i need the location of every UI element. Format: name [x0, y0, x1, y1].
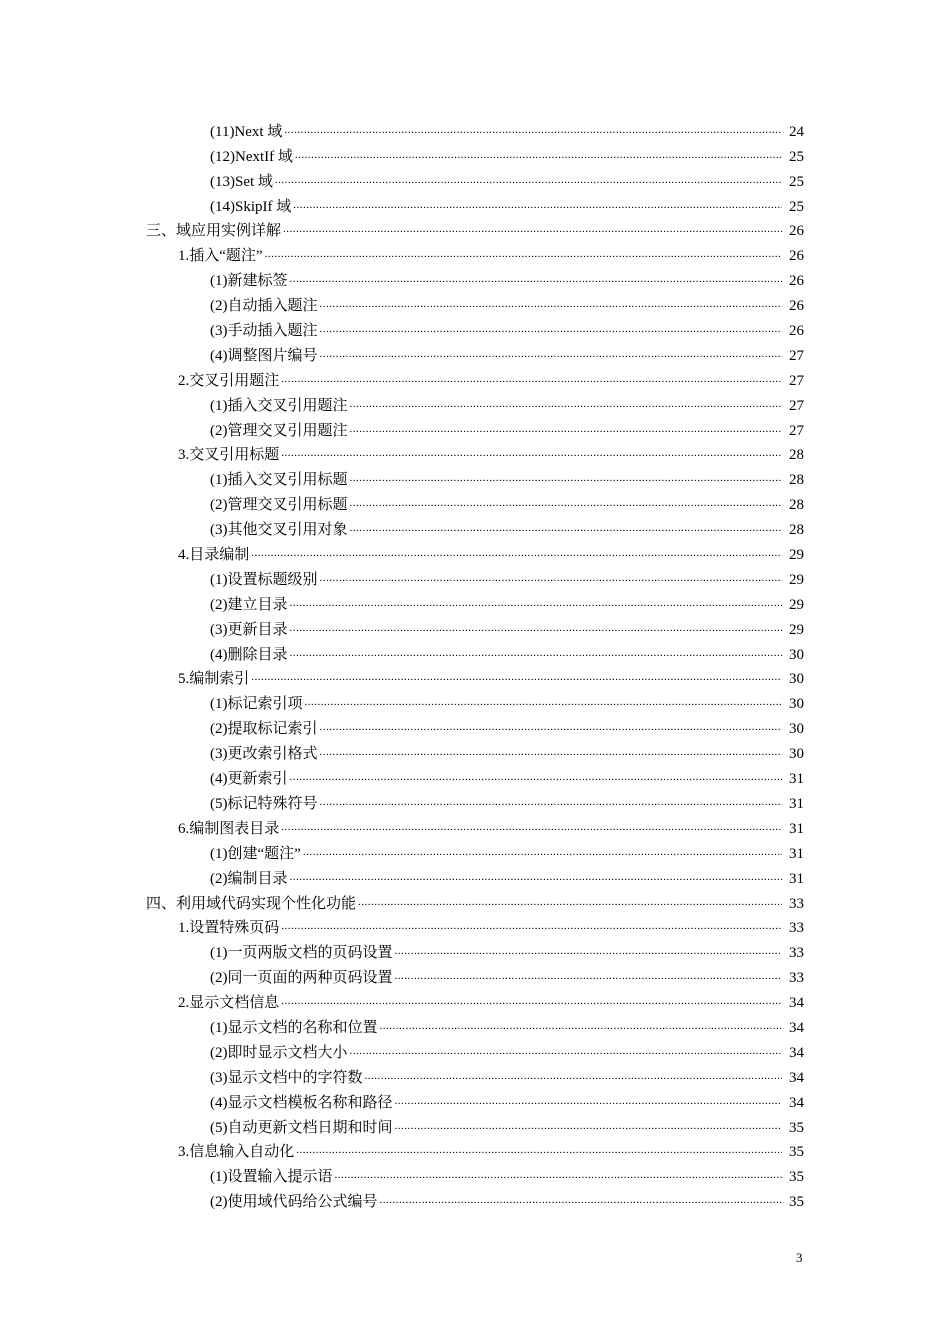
toc-leader-dots	[251, 544, 782, 562]
toc-leader-dots	[296, 1141, 782, 1159]
toc-entry[interactable]	[0, 1062, 804, 1087]
toc-entry[interactable]	[0, 340, 804, 365]
toc-leader-dots	[305, 693, 783, 711]
toc-entry-page: 27	[789, 347, 804, 364]
toc-entry-title: (2)使用域代码给公式编号	[210, 1194, 378, 1211]
toc-entry-title: (3)显示文档中的字符数	[210, 1069, 363, 1086]
toc-entry-title: (2)建立目录	[210, 596, 288, 613]
toc-leader-dots	[320, 743, 783, 761]
toc-entry-title: (2)提取标记索引	[210, 721, 318, 738]
toc-leader-dots	[320, 345, 783, 363]
toc-entry-title: (1)插入交叉引用题注	[210, 397, 348, 414]
toc-leader-dots	[293, 196, 782, 214]
toc-leader-dots	[290, 644, 783, 662]
toc-entry-page: 24	[789, 123, 804, 140]
toc-entry-page: 26	[789, 223, 804, 240]
toc-leader-dots	[275, 171, 782, 189]
toc-leader-dots	[284, 121, 782, 139]
toc-entry-page: 26	[789, 323, 804, 340]
toc-entry[interactable]	[0, 315, 804, 340]
toc-entry-title: 2.交叉引用题注	[178, 372, 280, 389]
toc-entry-title: 四、利用域代码实现个性化功能	[146, 895, 357, 912]
toc-entry-page: 29	[789, 596, 804, 613]
toc-entry-title: (3)更改索引格式	[210, 746, 318, 763]
toc-leader-dots	[281, 444, 782, 462]
toc-leader-dots	[350, 469, 783, 487]
toc-entry-title: 4.目录编制	[178, 547, 250, 564]
toc-entry[interactable]	[0, 1186, 804, 1211]
toc-entry-page: 28	[789, 497, 804, 514]
toc-entry-page: 25	[789, 173, 804, 190]
toc-entry-page: 34	[789, 1044, 804, 1061]
toc-entry-title: (1)标记索引项	[210, 696, 303, 713]
toc-entry-title: (2)即时显示文档大小	[210, 1044, 348, 1061]
toc-entry-page: 27	[789, 372, 804, 389]
toc-entry-page: 28	[789, 447, 804, 464]
toc-entry[interactable]	[0, 763, 804, 788]
toc-leader-dots	[350, 395, 783, 413]
toc-entry-title: (11)Next 域	[210, 123, 283, 140]
toc-leader-dots	[350, 494, 783, 512]
toc-leader-dots	[251, 668, 782, 686]
toc-leader-dots	[395, 942, 783, 960]
toc-entry-page: 35	[789, 1194, 804, 1211]
toc-entry-page: 35	[789, 1169, 804, 1186]
toc-leader-dots	[335, 1166, 783, 1184]
toc-entry-page: 30	[789, 671, 804, 688]
toc-entry[interactable]	[0, 166, 804, 191]
toc-entry-page: 31	[789, 870, 804, 887]
toc-entry-page: 30	[789, 646, 804, 663]
toc-leader-dots	[320, 718, 783, 736]
toc-entry-page: 29	[789, 547, 804, 564]
toc-leader-dots	[290, 594, 783, 612]
toc-entry-page: 28	[789, 472, 804, 489]
toc-leader-dots	[395, 1117, 783, 1135]
toc-entry-page: 31	[789, 845, 804, 862]
toc-leader-dots	[395, 1092, 783, 1110]
toc-leader-dots	[350, 519, 783, 537]
toc-entry-title: 6.编制图表目录	[178, 820, 280, 837]
toc-leader-dots	[365, 1067, 783, 1085]
toc-entry[interactable]	[0, 514, 804, 539]
toc-entry-title: (2)管理交叉引用标题	[210, 497, 348, 514]
toc-entry-title: 5.编制索引	[178, 671, 250, 688]
toc-entry-title: 1.设置特殊页码	[178, 920, 280, 937]
toc-leader-dots	[350, 1042, 783, 1060]
toc-entry[interactable]	[0, 937, 804, 962]
toc-entry[interactable]	[0, 1137, 804, 1162]
toc-entry[interactable]	[0, 290, 804, 315]
toc-entry[interactable]	[0, 589, 804, 614]
toc-leader-dots	[320, 569, 783, 587]
toc-entry-title: (2)自动插入题注	[210, 298, 318, 315]
toc-leader-dots	[380, 1017, 783, 1035]
toc-entry-page: 30	[789, 696, 804, 713]
toc-entry-title: (1)一页两版文档的页码设置	[210, 945, 393, 962]
toc-entry[interactable]	[0, 464, 804, 489]
toc-entry[interactable]	[0, 365, 804, 390]
toc-leader-dots	[290, 619, 783, 637]
toc-leader-dots	[283, 220, 782, 238]
toc-entry[interactable]	[0, 539, 804, 564]
toc-entry-title: (14)SkipIf 域	[210, 198, 292, 215]
toc-entry-title: 3.信息输入自动化	[178, 1144, 295, 1161]
toc-entry-title: (1)创建“题注”	[210, 845, 301, 862]
toc-entry[interactable]	[0, 1037, 804, 1062]
toc-entry-title: (2)管理交叉引用题注	[210, 422, 348, 439]
toc-entry-page: 35	[789, 1144, 804, 1161]
toc-leader-dots	[303, 843, 782, 861]
toc-entry-page: 26	[789, 273, 804, 290]
toc-leader-dots	[320, 320, 783, 338]
toc-entry[interactable]	[0, 564, 804, 589]
toc-entry[interactable]	[0, 788, 804, 813]
toc-entry-title: (13)Set 域	[210, 173, 273, 190]
toc-entry-page: 26	[789, 248, 804, 265]
toc-entry-title: (1)新建标签	[210, 273, 288, 290]
toc-entry[interactable]	[0, 1161, 804, 1186]
toc-entry[interactable]	[0, 813, 804, 838]
toc-entry-title: (2)同一页面的两种页码设置	[210, 970, 393, 987]
toc-entry[interactable]	[0, 390, 804, 415]
toc-entry-page: 34	[789, 995, 804, 1012]
toc-entry[interactable]	[0, 688, 804, 713]
toc-entry[interactable]	[0, 838, 804, 863]
toc-leader-dots	[281, 818, 782, 836]
toc-entry[interactable]	[0, 863, 804, 888]
toc-entry[interactable]	[0, 913, 804, 938]
toc-entry[interactable]	[0, 1112, 804, 1137]
toc-entry-page: 27	[789, 397, 804, 414]
toc-entry-page: 25	[789, 198, 804, 215]
toc-entry-title: (1)显示文档的名称和位置	[210, 1019, 378, 1036]
toc-entry-page: 29	[789, 571, 804, 588]
toc-entry[interactable]	[0, 489, 804, 514]
toc-entry-title: (1)设置输入提示语	[210, 1169, 333, 1186]
toc-entry-title: (4)显示文档模板名称和路径	[210, 1094, 393, 1111]
toc-entry[interactable]	[0, 738, 804, 763]
toc-entry-title: (3)更新目录	[210, 621, 288, 638]
toc-entry[interactable]	[0, 191, 804, 216]
page-number: 3	[796, 1250, 803, 1265]
toc-entry-title: (2)编制目录	[210, 870, 288, 887]
toc-entry[interactable]	[0, 639, 804, 664]
toc-entry[interactable]	[0, 240, 804, 265]
toc-entry[interactable]	[0, 987, 804, 1012]
toc-entry-page: 28	[789, 522, 804, 539]
toc-entry[interactable]	[0, 216, 804, 241]
toc-entry-title: (4)调整图片编号	[210, 347, 318, 364]
toc-leader-dots	[350, 420, 783, 438]
toc-entry-title: 3.交叉引用标题	[178, 447, 280, 464]
toc-entry[interactable]	[0, 440, 804, 465]
toc-entry-page: 25	[789, 148, 804, 165]
toc-entry-page: 33	[789, 945, 804, 962]
toc-leader-dots	[320, 793, 783, 811]
toc-entry-title: 三、域应用实例详解	[146, 223, 282, 240]
toc-entry[interactable]	[0, 1012, 804, 1037]
table-of-contents	[0, 116, 950, 1211]
toc-entry-page: 30	[789, 746, 804, 763]
toc-entry-title: (5)标记特殊符号	[210, 795, 318, 812]
toc-entry-title: (1)设置标题级别	[210, 571, 318, 588]
toc-entry-title: (12)NextIf 域	[210, 148, 293, 165]
toc-leader-dots	[358, 893, 782, 911]
toc-leader-dots	[265, 245, 782, 263]
toc-leader-dots	[281, 370, 782, 388]
toc-leader-dots	[281, 992, 782, 1010]
toc-entry-title: (3)其他交叉引用对象	[210, 522, 348, 539]
toc-entry-page: 33	[789, 895, 804, 912]
toc-entry[interactable]	[0, 116, 804, 141]
toc-entry-title: (4)删除目录	[210, 646, 288, 663]
toc-entry-page: 29	[789, 621, 804, 638]
toc-leader-dots	[290, 768, 783, 786]
toc-entry-page: 33	[789, 920, 804, 937]
toc-leader-dots	[395, 967, 783, 985]
toc-entry-page: 26	[789, 298, 804, 315]
toc-entry[interactable]	[0, 962, 804, 987]
toc-entry[interactable]	[0, 713, 804, 738]
toc-entry-page: 31	[789, 820, 804, 837]
toc-leader-dots	[295, 146, 782, 164]
toc-entry-title: (4)更新索引	[210, 771, 288, 788]
toc-leader-dots	[380, 1191, 783, 1209]
toc-entry-title: 2.显示文档信息	[178, 995, 280, 1012]
toc-entry[interactable]	[0, 1087, 804, 1112]
toc-leader-dots	[281, 917, 782, 935]
toc-entry-page: 34	[789, 1094, 804, 1111]
toc-leader-dots	[290, 270, 783, 288]
toc-entry-page: 34	[789, 1019, 804, 1036]
toc-entry[interactable]	[0, 415, 804, 440]
toc-entry[interactable]	[0, 664, 804, 689]
toc-entry-page: 31	[789, 771, 804, 788]
toc-entry[interactable]	[0, 141, 804, 166]
toc-entry-page: 30	[789, 721, 804, 738]
toc-entry-title: (1)插入交叉引用标题	[210, 472, 348, 489]
toc-entry-page: 27	[789, 422, 804, 439]
toc-leader-dots	[320, 295, 783, 313]
toc-entry[interactable]	[0, 888, 804, 913]
toc-entry-title: (5)自动更新文档日期和时间	[210, 1119, 393, 1136]
toc-entry[interactable]	[0, 265, 804, 290]
toc-entry-title: (3)手动插入题注	[210, 323, 318, 340]
toc-leader-dots	[290, 868, 783, 886]
toc-entry-page: 35	[789, 1119, 804, 1136]
toc-entry-page: 33	[789, 970, 804, 987]
toc-entry-page: 31	[789, 795, 804, 812]
toc-entry[interactable]	[0, 614, 804, 639]
toc-entry-page: 34	[789, 1069, 804, 1086]
toc-entry-title: 1.插入“题注”	[178, 248, 263, 265]
